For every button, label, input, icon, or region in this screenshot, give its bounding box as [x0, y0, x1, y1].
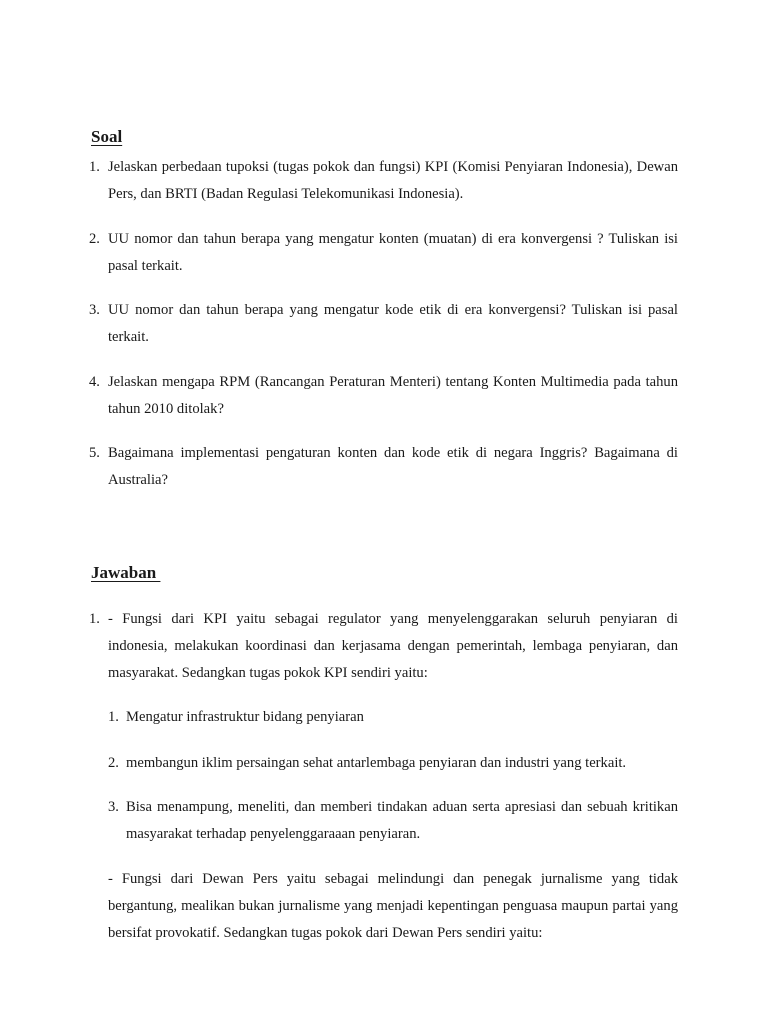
soal-item-number: 3.	[89, 302, 100, 318]
jawaban-item-text: - Fungsi dari KPI yaitu sebagai regulator yang menyelenggarakan seluruh penyiaran di indonesia, melakukan koordinasi dan kerjasama dengan pemerintah, lembaga penyiaran, dan masyarakat. Sedangkan tugas pokok KPI sendiri yaitu:	[108, 611, 678, 681]
kpi-task-number: 2.	[108, 755, 119, 771]
kpi-task-text: membangun iklim persaingan sehat antarlembaga penyiaran dan industri yang terkait.	[126, 755, 627, 771]
soal-item-text: Bagaimana implementasi pengaturan konten dan kode etik di negara Inggris? Bagaimana di Australia?	[108, 445, 678, 488]
jawaban-heading: Jawaban	[91, 563, 161, 582]
kpi-task-number: 1.	[108, 709, 119, 725]
soal-item-number: 4.	[89, 374, 100, 390]
kpi-task-2	[108, 750, 678, 777]
soal-item-5	[89, 440, 678, 494]
jawaban-item-1	[89, 606, 678, 687]
dewan-pers-paragraph: - Fungsi dari Dewan Pers yaitu sebagai melindungi dan penegak jurnalisme yang tidak bergantung, mealikan bukan jurnalisme yang menjadi kepentingan penguasa maupun partai yang bersifat provokatif. Sedangkan tugas pokok dari Dewan Pers sendiri yaitu:	[108, 871, 678, 941]
soal-item-2	[89, 226, 678, 280]
soal-item-3	[89, 297, 678, 351]
soal-item-number: 1.	[89, 159, 100, 175]
soal-item-text: Jelaskan perbedaan tupoksi (tugas pokok dan fungsi) KPI (Komisi Penyiaran Indonesia), Dewan Pers, dan BRTI (Badan Regulasi Telekomunikasi Indonesia).	[108, 159, 678, 202]
soal-item-1	[89, 154, 678, 208]
soal-heading: Soal	[91, 127, 123, 146]
soal-item-text: UU nomor dan tahun berapa yang mengatur konten (muatan) di era konvergensi ? Tuliskan isi pasal terkait.	[108, 231, 678, 274]
kpi-task-number: 3.	[108, 799, 119, 815]
kpi-task-text: Mengatur infrastruktur bidang penyiaran	[126, 709, 364, 725]
kpi-task-text: Bisa menampung, meneliti, dan memberi tindakan aduan serta apresiasi dan sebuah kritikan masyarakat terhadap penyelenggaraaan penyiaran.	[126, 799, 678, 842]
soal-item-4	[89, 369, 678, 423]
soal-item-text: Jelaskan mengapa RPM (Rancangan Peraturan Menteri) tentang Konten Multimedia pada tahun tahun 2010 ditolak?	[108, 374, 678, 417]
soal-item-number: 2.	[89, 231, 100, 247]
kpi-task-1	[108, 704, 678, 731]
soal-item-text: UU nomor dan tahun berapa yang mengatur kode etik di era konvergensi? Tuliskan isi pasal terkait.	[108, 302, 678, 345]
jawaban-item-number: 1.	[89, 611, 100, 627]
soal-item-number: 5.	[89, 445, 100, 461]
kpi-task-3	[108, 794, 678, 848]
